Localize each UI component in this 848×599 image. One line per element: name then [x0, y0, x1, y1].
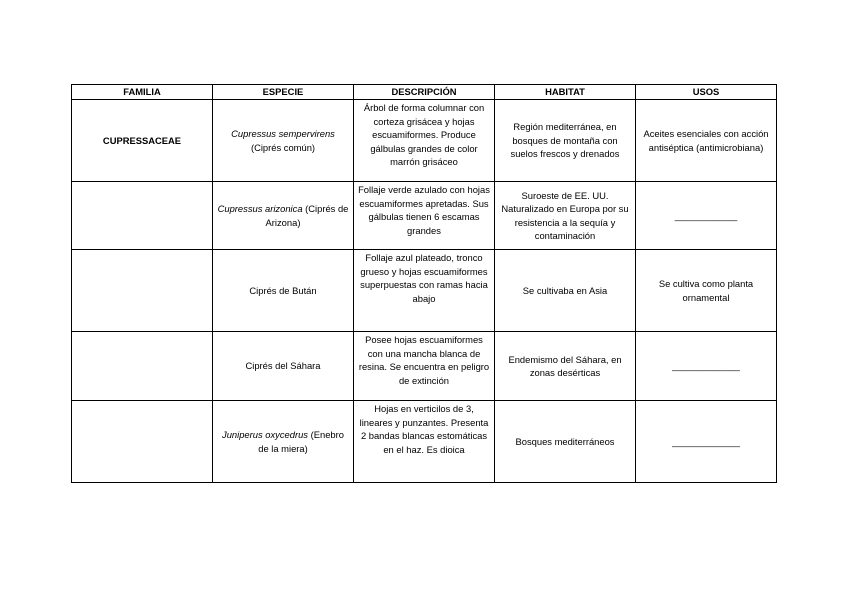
cell-descripcion: Árbol de forma columnar con corteza grisácea y hojas escuamiformes. Produce gálbulas grandes de color marrón grisáceo	[354, 100, 495, 182]
cell-familia	[72, 250, 213, 332]
header-especie: ESPECIE	[213, 85, 354, 100]
cell-habitat: Endemismo del Sáhara, en zonas desérticas	[495, 332, 636, 401]
header-habitat: HABITAT	[495, 85, 636, 100]
cell-descripcion: Posee hojas escuamiformes con una mancha blanca de resina. Se encuentra en peligro de extinción	[354, 332, 495, 401]
cell-habitat: Bosques mediterráneos	[495, 401, 636, 483]
cell-habitat: Se cultivaba en Asia	[495, 250, 636, 332]
cell-usos: ____________	[636, 182, 777, 250]
table-row	[72, 332, 777, 401]
species-latin-name: Juniperus oxycedrus	[222, 429, 308, 440]
species-common-name: (Ciprés común)	[250, 141, 316, 153]
species-common-name: Ciprés de Bután	[249, 284, 317, 296]
header-familia: FAMILIA	[72, 85, 213, 100]
cell-familia	[72, 182, 213, 250]
cell-especie	[213, 401, 354, 483]
header-descripcion: DESCRIPCIÓN	[354, 85, 495, 100]
cell-descripcion: Follaje azul plateado, tronco grueso y hojas escuamiformes superpuestas con ramas hacia abajo	[354, 250, 495, 332]
cell-habitat: Suroeste de EE. UU. Naturalizado en Europa por su resistencia a la sequía y contaminación	[495, 182, 636, 250]
cell-especie	[213, 100, 354, 182]
table-row	[72, 250, 777, 332]
species-table	[71, 84, 777, 483]
cell-familia	[72, 332, 213, 401]
cell-familia	[72, 401, 213, 483]
cell-habitat: Región mediterránea, en bosques de montaña con suelos frescos y drenados	[495, 100, 636, 182]
cell-usos: Aceites esenciales con acción antiséptica (antimicrobiana)	[636, 100, 777, 182]
cell-especie	[213, 182, 354, 250]
table-row	[72, 401, 777, 483]
species-common-name: (Ciprés de Arizona)	[265, 203, 349, 228]
cell-especie	[213, 250, 354, 332]
species-common-name: Ciprés del Sáhara	[245, 360, 321, 372]
cell-usos: _____________	[636, 401, 777, 483]
header-usos: USOS	[636, 85, 777, 100]
species-common-name: (Enebro de la miera)	[258, 429, 344, 454]
table-header-row	[72, 85, 777, 100]
species-latin-name: Cupressus arizonica	[217, 203, 303, 214]
cell-usos: _____________	[636, 332, 777, 401]
cell-usos: Se cultiva como planta ornamental	[636, 250, 777, 332]
species-latin-name: Cupressus sempervirens	[231, 128, 335, 139]
table-row	[72, 182, 777, 250]
cell-familia: CUPRESSACEAE	[72, 100, 213, 182]
table-row	[72, 100, 777, 182]
cell-descripcion: Hojas en verticilos de 3, lineares y punzantes. Presenta 2 bandas blancas estomáticas en el haz. Es dioica	[354, 401, 495, 483]
cell-descripcion: Follaje verde azulado con hojas escuamiformes apretadas. Sus gálbulas tienen 6 escamas grandes	[354, 182, 495, 250]
cell-especie	[213, 332, 354, 401]
